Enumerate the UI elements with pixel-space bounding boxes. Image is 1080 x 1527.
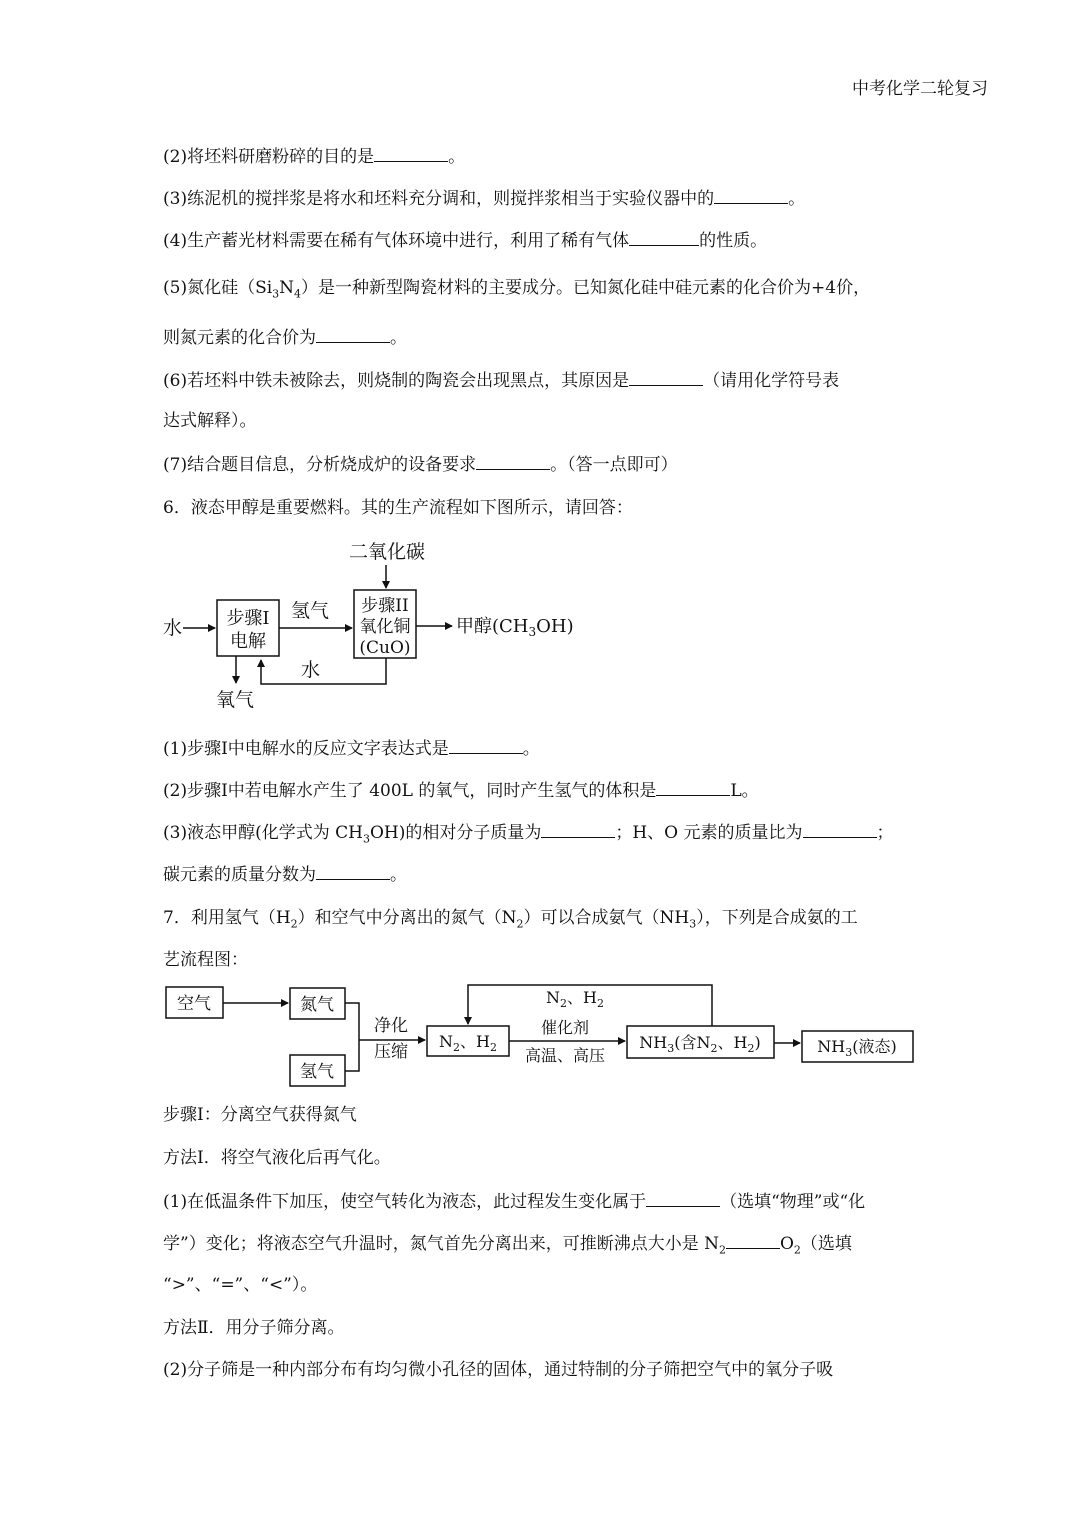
q7-title-text: 7．利用氢气（H — [163, 908, 291, 928]
q5-p4-text-end: 的性质。 — [699, 231, 768, 251]
q6-part-3 — [163, 819, 894, 851]
conditions-label: 高温、高压 — [524, 1046, 606, 1065]
oxygen-label: 氧气 — [216, 689, 255, 711]
q6-part-1 — [163, 735, 540, 761]
methanol-flow-diagram — [163, 541, 574, 711]
liquid-nh3-text: NH — [817, 1037, 846, 1056]
methanol-text-end: OH) — [536, 616, 574, 637]
hydrogen-label: 氢气 — [291, 600, 330, 622]
q7-step1: 步骤Ⅰ：分离空气获得氮气 — [163, 1105, 357, 1125]
subscript: 3 — [362, 832, 370, 846]
q6-p3-end: 。 — [390, 865, 407, 885]
water-input-label: 水 — [163, 617, 183, 639]
step1-title: 步骤I — [226, 608, 270, 629]
q7-p1d-text: O — [779, 1234, 794, 1254]
purify-label: 净化 — [374, 1016, 408, 1036]
answer-blank[interactable] — [449, 735, 523, 754]
q7-title-text: ）可以合成氨气（NH — [523, 908, 690, 928]
subscript: 2 — [516, 917, 524, 931]
q6-p3-text: (3)液态甲醇(化学式为 CH — [163, 823, 363, 843]
subscript: 2 — [453, 1041, 461, 1054]
answer-blank[interactable] — [374, 143, 448, 162]
q5-p5c-end: 。 — [390, 328, 407, 348]
subscript: 2 — [596, 997, 604, 1010]
q6-p2-end: L。 — [730, 781, 759, 801]
catalyst-label: 催化剂 — [540, 1018, 590, 1037]
q5-p3-end: 。 — [788, 189, 806, 209]
q5-p6-text: (6)若坯料中铁未被除去，则烧制的陶瓷会出现黑点，其原因是 — [163, 371, 630, 391]
mix-text: 、H — [460, 1032, 490, 1051]
nitrogen-box — [290, 988, 345, 1019]
q7-part-1-cont — [163, 1230, 852, 1262]
methanol-product — [456, 616, 574, 639]
q7-method1: 方法Ⅰ．将空气液化后再气化。 — [163, 1148, 391, 1168]
q7-p1-text-end: （选填“物理”或“化 — [720, 1192, 866, 1212]
page-header-title: 中考化学二轮复习 — [852, 79, 988, 99]
q6-part-2 — [163, 777, 759, 803]
q6-title: 6．液态甲醇是重要燃料。其的生产流程如下图所示，请回答： — [163, 498, 633, 518]
answer-blank[interactable] — [541, 819, 615, 838]
step2-box — [354, 590, 416, 658]
recycle-text: 、H — [567, 988, 597, 1007]
subscript: 3 — [272, 287, 280, 301]
q6-p3-text: OH)的相对分子质量为 — [369, 823, 542, 843]
q5-p5-text: (5)氮化硅（Si — [163, 278, 273, 298]
q6-part-3-cont — [163, 861, 407, 887]
air-label: 空气 — [177, 994, 211, 1014]
subscript: 2 — [710, 1042, 718, 1055]
mix-text: N — [439, 1032, 454, 1051]
q5-p7-text: (7)结合题目信息，分析烧成炉的设备要求 — [163, 455, 477, 475]
liquid-nh3-box — [802, 1031, 913, 1062]
q7-part-2: (2)分子筛是一种内部分布有均匀微小孔径的固体，通过特制的分子筛把空气中的氧分子吸 — [163, 1360, 834, 1380]
q6-p3e-text: 碳元素的质量分数为 — [163, 865, 316, 885]
q5-p7-text-end: 。（答一点即可） — [550, 455, 678, 475]
answer-blank[interactable] — [803, 819, 877, 838]
subscript: 2 — [747, 1042, 755, 1055]
ammonia-flow-diagram — [166, 985, 913, 1086]
water-recycle-arrow — [261, 658, 386, 684]
subscript: 4 — [294, 287, 302, 301]
step1-process: 电解 — [230, 631, 266, 652]
nh3-text: ) — [754, 1033, 761, 1052]
q5-p5-text-end: ）是一种新型陶瓷材料的主要成分。已知氮化硅中硅元素的化合价为+4价， — [301, 278, 871, 298]
subscript: 3 — [667, 1042, 675, 1055]
hydrogen-label: 氢气 — [300, 1062, 334, 1082]
nh3-text: (含N — [674, 1033, 711, 1052]
answer-blank[interactable] — [316, 324, 390, 343]
q7-part-1-options: “>”、“=”、“<”）。 — [163, 1275, 318, 1295]
q6-p2-text: (2)步骤Ⅰ中若电解水产生了 400L 的氧气，同时产生氢气的体积是 — [163, 781, 657, 801]
step1-box — [217, 600, 279, 656]
q5-part-6-cont — [163, 409, 257, 433]
compress-label: 压缩 — [374, 1042, 408, 1062]
subscript: 3 — [689, 917, 697, 931]
q7-part-1 — [163, 1188, 865, 1214]
q6-p1-end: 。 — [522, 739, 540, 759]
answer-blank[interactable] — [646, 1188, 720, 1207]
nitrogen-label: 氮气 — [300, 995, 334, 1015]
co2-label: 二氧化碳 — [349, 541, 426, 563]
q7-title-text: ），下列是合成氨的工 — [696, 908, 858, 928]
recycle-text: N — [546, 988, 561, 1007]
q5-part-5-cont — [163, 324, 407, 350]
q5-part-5 — [163, 276, 870, 306]
answer-blank[interactable] — [476, 451, 550, 470]
q5-p5-nitrogen: N — [279, 278, 295, 298]
step2-formula: (CuO) — [359, 638, 411, 658]
subscript: 3 — [528, 625, 537, 639]
q7-title — [163, 906, 858, 936]
step2-reagent: 氧化铜 — [359, 617, 411, 637]
methanol-text: 甲醇(CH — [456, 616, 529, 637]
answer-blank[interactable] — [656, 777, 730, 796]
subscript: 3 — [845, 1046, 853, 1059]
water-recycle-label: 水 — [301, 659, 321, 681]
q5-part-3 — [163, 185, 805, 211]
q6-p3-text: ； — [876, 823, 894, 843]
q7-p1-text: (1)在低温条件下加压，使空气转化为液态，此过程发生变化属于 — [163, 1192, 647, 1212]
recycle-arrow — [468, 985, 712, 1026]
q6-p1-text: (1)步骤Ⅰ中电解水的反应文字表达式是 — [163, 739, 449, 759]
hydrogen-box — [290, 1055, 345, 1086]
subscript: 2 — [718, 1243, 726, 1257]
q5-p6-text-end: （请用化学符号表 — [703, 371, 840, 391]
mix-box — [427, 1026, 509, 1056]
q5-p2-end: 。 — [448, 147, 466, 167]
subscript: 2 — [290, 917, 298, 931]
q7-method2: 方法Ⅱ．用分子筛分离。 — [163, 1318, 345, 1338]
q5-p5c-text: 则氮元素的化合价为 — [163, 328, 316, 348]
answer-blank[interactable] — [316, 861, 390, 880]
nh3-mixture-box — [627, 1026, 774, 1058]
liquid-nh3-text: (液态) — [852, 1037, 897, 1056]
answer-blank[interactable] — [714, 185, 788, 204]
q5-part-4 — [163, 227, 767, 253]
subscript: 2 — [560, 997, 568, 1010]
q5-p3-text: (3)练泥机的搅拌浆是将水和坯料充分调和，则搅拌浆相当于实验仪器中的 — [163, 189, 715, 209]
merge-connector — [345, 1003, 359, 1071]
q5-p2-text: (2)将坯料研磨粉碎的目的是 — [163, 147, 375, 167]
nh3-mixture-label — [639, 1033, 760, 1055]
subscript: 2 — [793, 1243, 801, 1257]
subscript: 2 — [489, 1041, 497, 1054]
nh3-text: NH — [639, 1033, 668, 1052]
q5-part-6 — [163, 367, 839, 393]
q7-p1c-text: 学”）变化；将液态空气升温时，氮气首先分离出来，可推断沸点大小是 N — [163, 1234, 719, 1254]
recycle-label — [546, 988, 604, 1010]
q7-title-text: ）和空气中分离出的氮气（N — [297, 908, 517, 928]
step2-title: 步骤II — [361, 596, 409, 616]
q5-p4-text: (4)生产蓄光材料需要在稀有气体环境中进行，利用了稀有气体 — [163, 231, 630, 251]
q5-part-2 — [163, 143, 465, 169]
answer-blank[interactable] — [629, 367, 703, 386]
q7-title-cont: 艺流程图： — [163, 950, 248, 970]
q6-p3-text: ；H、O 元素的质量比为 — [615, 823, 803, 843]
mix-label — [439, 1032, 497, 1054]
q5-part-7 — [163, 451, 678, 477]
air-box — [166, 987, 223, 1018]
answer-blank[interactable] — [629, 227, 699, 246]
answer-blank[interactable] — [726, 1230, 780, 1249]
q7-p1e-text: （选填 — [800, 1234, 852, 1254]
q5-p6c-text: 达式解释）。 — [163, 411, 257, 431]
nh3-text: 、H — [717, 1033, 748, 1052]
liquid-nh3-label — [817, 1037, 896, 1059]
